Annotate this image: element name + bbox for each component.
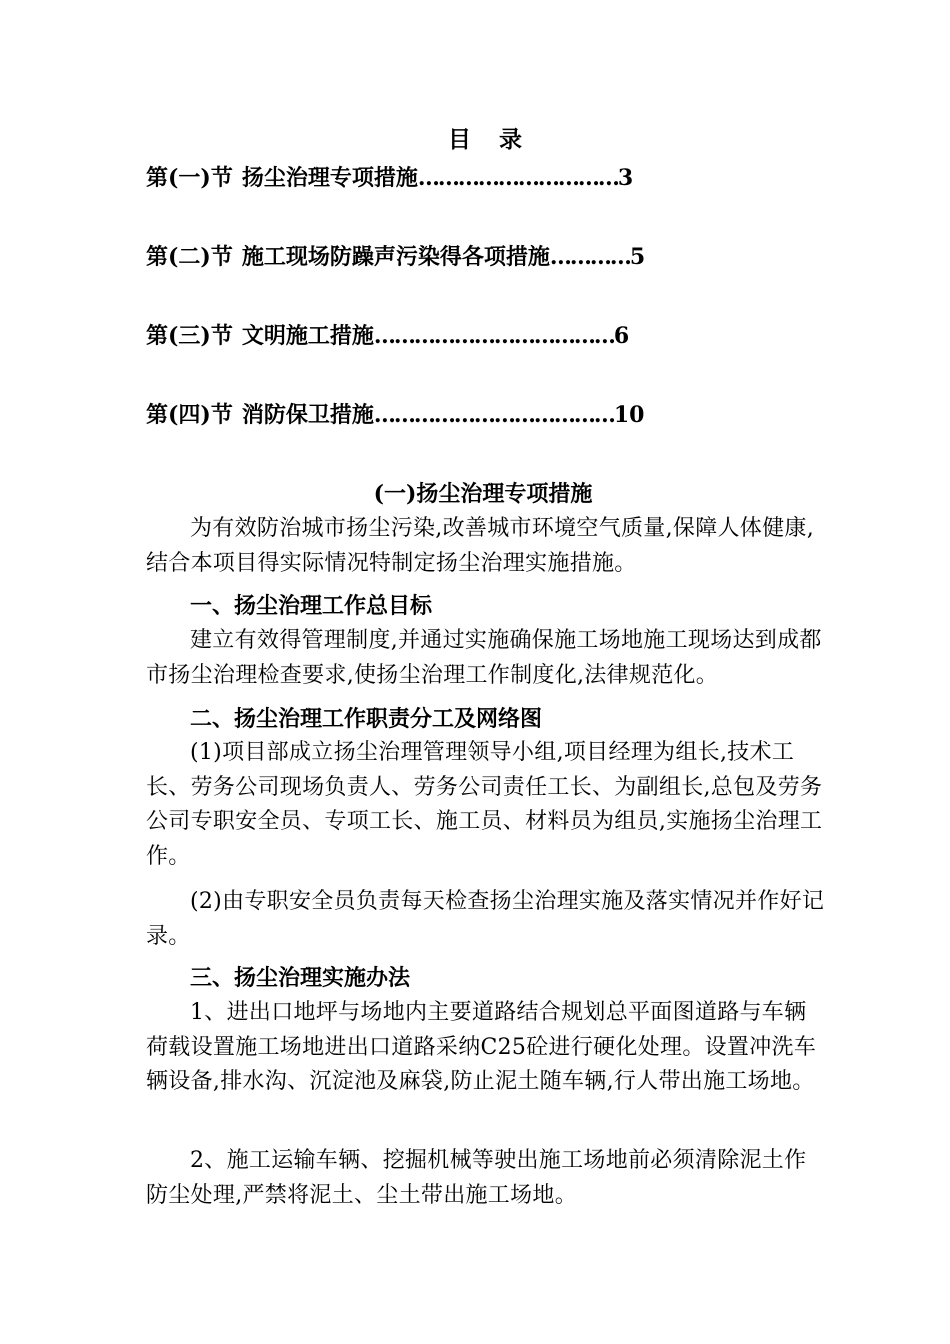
toc-entry-page: 10 <box>613 402 645 428</box>
goal-paragraph: 建立有效得管理制度,并通过实施确保施工场地施工现场达到成都市扬尘治理检查要求,使扬尘治理工作制度化,法律规范化。 <box>146 628 822 688</box>
toc-entry[interactable] <box>146 400 644 430</box>
toc-entry-number: 第(四)节 <box>146 402 233 428</box>
toc-entry[interactable] <box>146 242 645 272</box>
toc-entry-title: 施工现场防躁声污染得各项措施 <box>241 244 550 270</box>
section-heading: (一)扬尘治理专项措施 <box>373 481 593 507</box>
toc-entry-page: 5 <box>629 244 646 270</box>
toc-entry[interactable] <box>146 163 633 193</box>
toc-entry-title: 消防保卫措施 <box>241 402 374 428</box>
toc-entry-number: 第(二)节 <box>146 244 233 270</box>
toc-entry-leader: ……………………………… <box>373 323 614 349</box>
subheading-methods: 三、扬尘治理实施办法 <box>190 965 411 991</box>
subheading-goal: 一、扬尘治理工作总目标 <box>190 593 433 619</box>
toc-entry-title: 扬尘治理专项措施 <box>241 165 418 191</box>
subheading-responsibilities: 二、扬尘治理工作职责分工及网络图 <box>190 706 543 732</box>
toc-title: 目 录 <box>447 126 532 153</box>
toc-entry-number: 第(三)节 <box>146 323 233 349</box>
responsibility-paragraph-2: (2)由专职安全员负责每天检查扬尘治理实施及落实情况并作好记录。 <box>146 889 825 949</box>
toc-entry-leader: ………… <box>549 244 630 270</box>
responsibility-paragraph-1: (1)项目部成立扬尘治理管理领导小组,项目经理为组长,技术工长、劳务公司现场负责人、劳务公司责任工长、为副组长,总包及劳务公司专职安全员、专项工长、施工员、材料员为组员,实施扬尘治理工作。 <box>146 740 823 869</box>
toc-entry-title: 文明施工措施 <box>241 323 374 349</box>
toc-entry-page: 3 <box>617 165 634 191</box>
intro-paragraph: 为有效防治城市扬尘污染,改善城市环境空气质量,保障人体健康,结合本项目得实际情况特制定扬尘治理实施措施。 <box>146 516 814 576</box>
method-paragraph-1: 1、进出口地坪与场地内主要道路结合规划总平面图道路与车辆荷载设置施工场地进出口道路采纳C25砼进行硬化处理。设置冲洗车辆设备,排水沟、沉淀池及麻袋,防止泥土随车辆,行人带出施工场地。 <box>146 1000 817 1095</box>
toc-entry-leader: ………………………… <box>417 165 618 191</box>
toc-entry-number: 第(一)节 <box>146 165 233 191</box>
toc-entry-leader: ……………………………… <box>373 402 614 428</box>
toc-entry[interactable] <box>146 321 629 351</box>
toc-entry-page: 6 <box>613 323 630 349</box>
method-paragraph-2: 2、施工运输车辆、挖掘机械等驶出施工场地前必须清除泥土作防尘处理,严禁将泥土、尘土带出施工场地。 <box>146 1148 807 1208</box>
